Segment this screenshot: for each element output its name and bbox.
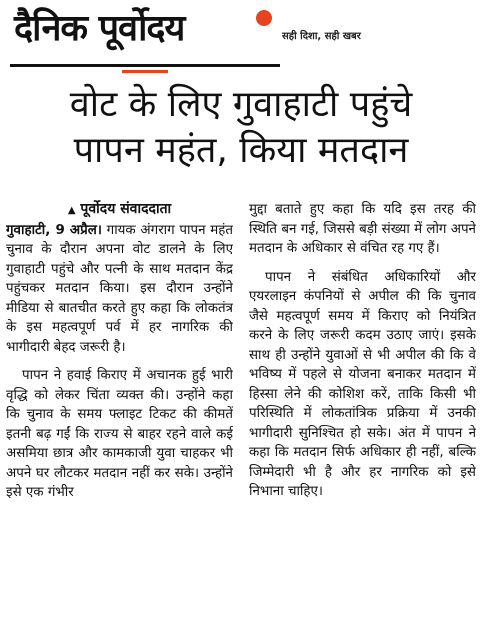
paragraph-text: गायक अंगराग पापन महंत चुनाव के दौरान अपना वोट डालने के लिए गुवाहाटी पहुंचे और पत्नी के साथ मतदान केंद्र पहुंचकर मतदान किया। इस दौरान उन्होंने मीडिया से बातचीत करते हुए कहा कि लोकतंत्र के इस महत्वपूर्ण पर्व में हर नागरिक की भागीदारी बेहद जरूरी है। <box>6 222 233 355</box>
paragraph: पापन ने हवाई किराए में अचानक हुई भारी वृद्धि को लेकर चिंता व्यक्त की। उन्होंने कहा कि चुनाव के समय फ्लाइट टिकट की कीमतें इतनी बढ़ गईं कि राज्य से बाहर रहने वाले कई असमिया छात्र और कामकाजी युवा चाहकर भी अपने घर लौटकर मतदान नहीं कर सके। उन्होंने इसे एक गंभीर <box>6 368 233 500</box>
byline <box>6 200 233 221</box>
triangle-icon: ▲ <box>67 205 76 216</box>
logo-accent-bar <box>122 70 168 73</box>
article-body <box>6 200 476 620</box>
paragraph <box>6 221 233 358</box>
paragraph: मुद्दा बताते हुए कहा कि यदि इस तरह की स्थिति बन गई, जिससे बड़ी संख्या में लोग अपने मतदान के अधिकार से वंचित रह गए हैं। <box>249 202 476 256</box>
paragraph: पापन ने संबंधित अधिकारियों और एयरलाइन कंपनियों से अपील की कि चुनाव जैसे महत्वपूर्ण समय में किराए को नियंत्रित करने के लिए जरूरी कदम उठाए जाएं। इसके साथ ही उन्होंने युवाओं से भी अपील की कि वे भविष्य में पहले से योजना बनाकर मतदान में हिस्सा लेने की कोशिश करें, ताकि किसी भी परिस्थिति में लोकतांत्रिक प्रक्रिया में उनकी भागीदारी सुनिश्चित हो सके। अंत में पापन ने कहा कि मतदान सिर्फ अधिकार ही नहीं, बल्कि जिम्मेदारी भी है और हर नागरिक को इसे निभाना चाहिए। <box>249 269 476 499</box>
article-column-2 <box>249 200 476 620</box>
headline-line-2: पापन महंत, किया मतदान <box>73 130 409 171</box>
tagline: सही दिशा, सही खबर <box>282 31 361 42</box>
masthead <box>0 0 482 80</box>
dateline: गुवाहाटी, 9 अप्रैल। <box>6 222 102 238</box>
headline-line-1: वोट के लिए गुवाहाटी पहुंचे <box>69 84 413 125</box>
logo-underline <box>10 64 280 67</box>
article-column-1 <box>6 200 233 620</box>
headline <box>0 82 482 174</box>
sun-icon <box>256 10 272 26</box>
newspaper-logo: दैनिक पूर्वोदय <box>14 8 185 49</box>
byline-text: पूर्वोदय संवाददाता <box>80 201 172 217</box>
